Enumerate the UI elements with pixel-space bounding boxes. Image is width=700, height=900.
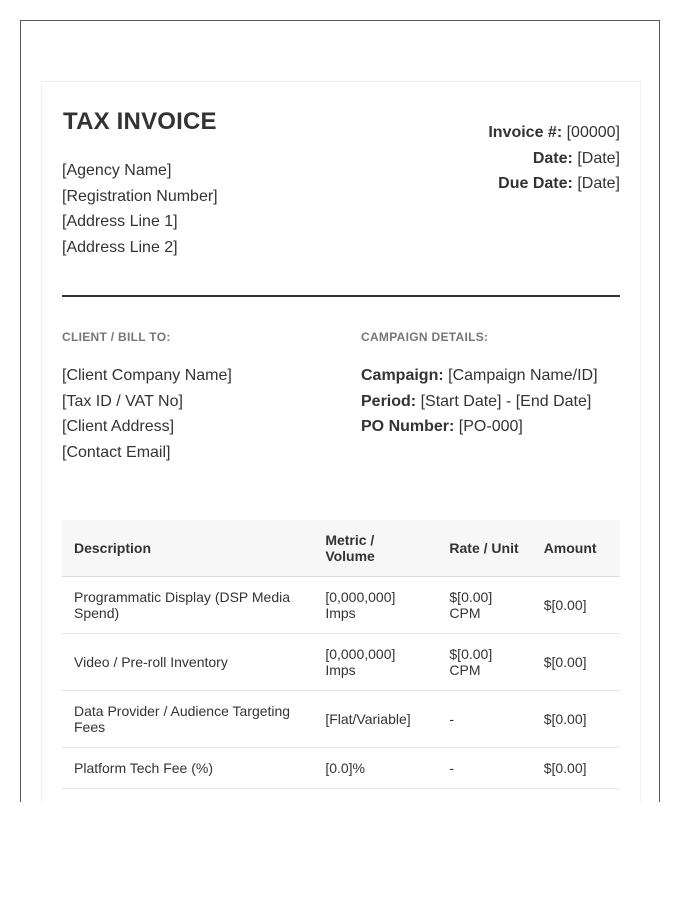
due-date-row bbox=[488, 171, 620, 197]
client-contact-email: [Contact Email] bbox=[62, 443, 171, 461]
cell-rate: $[0.00] CPM bbox=[437, 634, 531, 691]
client-section-label: CLIENT / BILL TO: bbox=[62, 330, 171, 344]
po-number-row bbox=[361, 414, 598, 440]
period-label: Period: bbox=[361, 392, 417, 410]
period-row bbox=[361, 389, 598, 415]
cell-rate: $[0.00] CPM bbox=[437, 577, 531, 634]
table-row bbox=[62, 748, 620, 789]
invoice-date-label: Date: bbox=[532, 149, 573, 167]
cell-metric: [0,000,000] Imps bbox=[313, 577, 437, 634]
cell-amount: $[0.00] bbox=[532, 634, 620, 691]
period-value: [Start Date] - [End Date] bbox=[420, 392, 592, 410]
cell-metric: [0,000,000] Imps bbox=[313, 634, 437, 691]
invoice-number-label: Invoice #: bbox=[488, 124, 563, 141]
invoice-sheet bbox=[41, 81, 641, 802]
due-date-value: [Date] bbox=[577, 175, 620, 192]
cell-amount: $[0.00] bbox=[532, 691, 620, 748]
invoice-title: TAX INVOICE bbox=[63, 108, 217, 135]
client-tax-id: [Tax ID / VAT No] bbox=[62, 392, 183, 410]
table-header-row bbox=[62, 520, 620, 577]
agency-details bbox=[62, 158, 218, 260]
due-date-label: Due Date: bbox=[498, 175, 573, 192]
cell-rate: - bbox=[437, 691, 531, 748]
invoice-meta bbox=[488, 120, 620, 197]
invoice-date-row bbox=[488, 146, 620, 172]
agency-address-line-1: [Address Line 1] bbox=[62, 213, 178, 230]
client-address: [Client Address] bbox=[62, 418, 175, 435]
campaign-details bbox=[361, 363, 598, 440]
document-frame bbox=[20, 20, 660, 802]
invoice-number-value: [00000] bbox=[566, 124, 620, 141]
table-row bbox=[62, 634, 620, 691]
cell-metric: [Flat/Variable] bbox=[313, 691, 437, 748]
header-rate-unit: Rate / Unit bbox=[437, 520, 531, 577]
table-row bbox=[62, 691, 620, 748]
header-description: Description bbox=[62, 520, 313, 577]
cell-description: Video / Pre-roll Inventory bbox=[62, 634, 313, 691]
po-number-value: [PO-000] bbox=[458, 418, 523, 435]
client-details bbox=[62, 363, 232, 465]
invoice-date-value: [Date] bbox=[577, 149, 620, 167]
cell-description: Programmatic Display (DSP Media Spend) bbox=[62, 577, 313, 634]
cell-metric: [0.0]% bbox=[313, 748, 437, 789]
header-amount: Amount bbox=[532, 520, 620, 577]
cell-description: Platform Tech Fee (%) bbox=[62, 748, 313, 789]
agency-name: [Agency Name] bbox=[62, 162, 172, 179]
invoice-number-row bbox=[488, 120, 620, 146]
header-divider bbox=[62, 295, 620, 297]
agency-address-line-2: [Address Line 2] bbox=[62, 238, 178, 256]
campaign-row bbox=[361, 363, 598, 389]
cell-description: Data Provider / Audience Targeting Fees bbox=[62, 691, 313, 748]
campaign-label: Campaign: bbox=[361, 367, 444, 384]
cell-rate: - bbox=[437, 748, 531, 789]
client-company-name: [Client Company Name] bbox=[62, 367, 232, 384]
campaign-value: [Campaign Name/ID] bbox=[448, 367, 598, 384]
cell-amount: $[0.00] bbox=[532, 748, 620, 789]
header-metric-volume: Metric / Volume bbox=[313, 520, 437, 577]
agency-registration: [Registration Number] bbox=[62, 187, 218, 205]
table-row bbox=[62, 577, 620, 634]
cell-amount: $[0.00] bbox=[532, 577, 620, 634]
po-number-label: PO Number: bbox=[361, 418, 455, 435]
campaign-section-label: CAMPAIGN DETAILS: bbox=[361, 330, 489, 344]
line-items-table bbox=[62, 520, 620, 789]
